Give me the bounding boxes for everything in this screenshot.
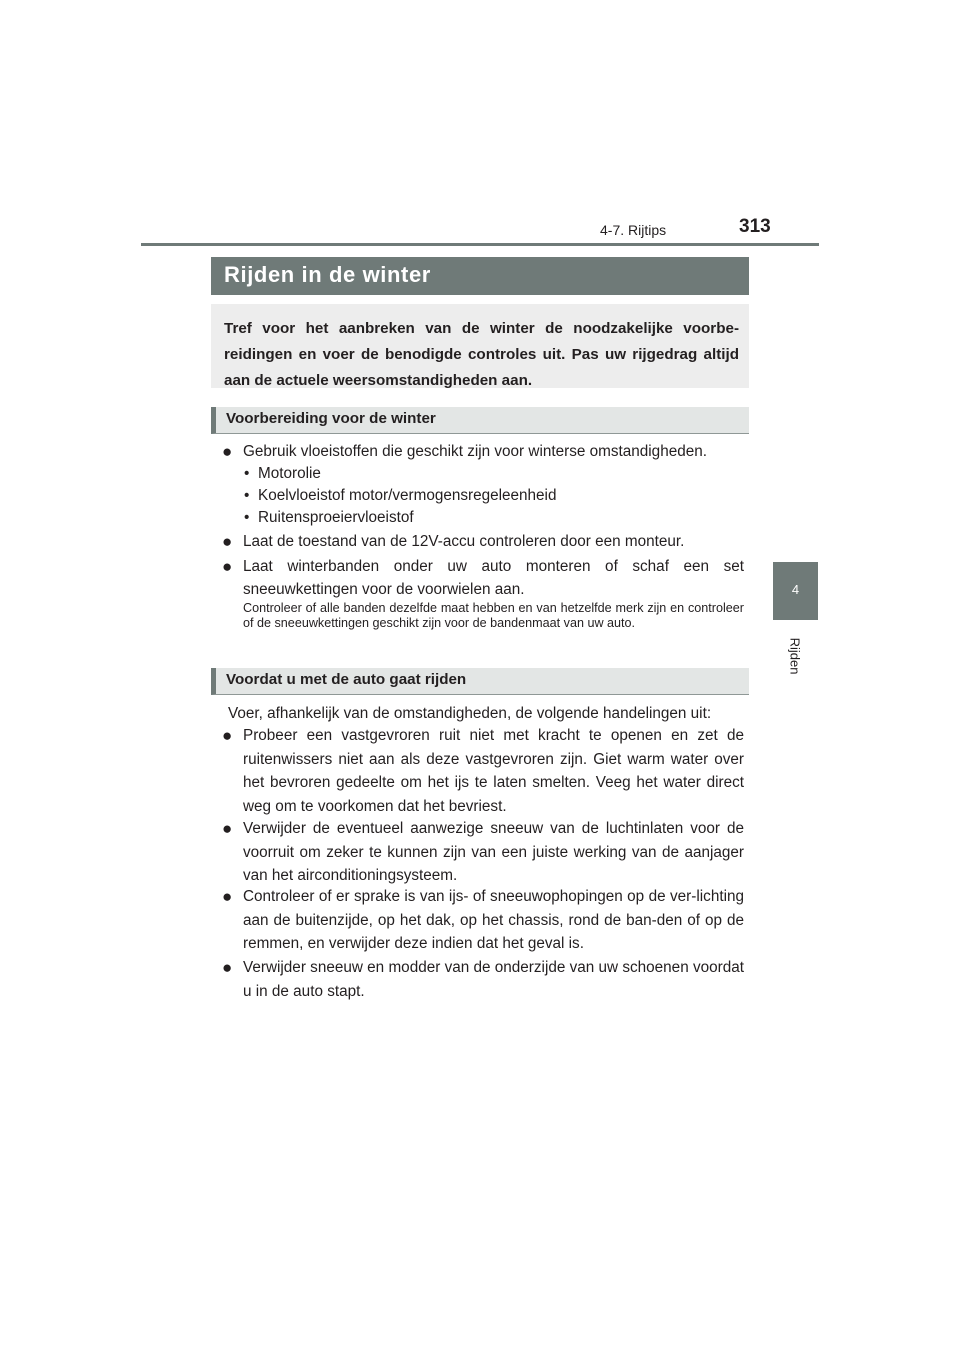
sub-item-motor-oil xyxy=(244,463,321,485)
sub-item-coolant xyxy=(244,485,556,507)
bullet-text: Laat de toestand van de 12V-accu controleren door een monteur. xyxy=(243,533,685,550)
bullet-text: Verwijder de eventueel aanwezige sneeuw van de luchtinlaten voor de voorruit om zeker te kunnen zijn van een juiste werking van de aanjager van het airconditioningsysteem. xyxy=(243,820,744,884)
sub-item-text: Motorolie xyxy=(258,465,321,482)
bullet-frozen-window xyxy=(222,724,744,818)
bullet-dot: ● xyxy=(222,442,233,461)
bullet-dot: ● xyxy=(222,726,233,745)
bullet-dot: ● xyxy=(222,557,233,576)
bullet-shoes xyxy=(222,956,744,1003)
chapter-side-label-text: Rijden xyxy=(787,637,803,675)
bullet-winter-tyres xyxy=(222,555,744,601)
bullet-battery xyxy=(222,530,744,553)
bullet-text: Laat winterbanden onder uw auto monteren of schaf een set sneeuwkettingen voor de voorwielen aan. xyxy=(243,558,744,598)
section-heading-before-driving: Voordat u met de auto gaat rijden xyxy=(211,668,749,695)
bullet-text: Probeer een vastgevroren ruit niet met kracht te openen en zet de ruitenwissers niet aan als deze vastgevroren zijn. Giet warm water over het bevroren gedeelte om het ijs te laten smelten. Veeg het water direct weg om te voorkomen dat het bevriest. xyxy=(243,727,744,815)
bullet-ice-buildup xyxy=(222,885,744,956)
intro-text: Tref voor het aanbreken van de winter de noodzakelijke voorbe-reidingen en voer de benodigde controles uit. Pas uw rijgedrag altijd aan de actuele weersomstandigheden aan. xyxy=(224,320,739,389)
sub-item-text: Koelvloeistof motor/vermogensregeleenheid xyxy=(258,487,557,504)
page-title: Rijden in de winter xyxy=(211,257,749,295)
chapter-tab: 4 xyxy=(773,562,818,620)
sub-item-mark: • xyxy=(244,465,250,482)
bullet-text: Gebruik vloeistoffen die geschikt zijn voor winterse omstandigheden. xyxy=(243,443,707,460)
sub-item-mark: • xyxy=(244,509,250,526)
sub-item-washer-fluid xyxy=(244,507,414,529)
section-lead-text: Voer, afhankelijk van de omstandigheden, de volgende handelingen uit: xyxy=(228,705,712,722)
bullet-dot: ● xyxy=(222,819,233,838)
bullet-dot: ● xyxy=(222,532,233,551)
chapter-side-label xyxy=(786,632,804,680)
header-section-label: 4-7. Rijtips xyxy=(600,222,667,238)
section-heading-winter-preparation: Voorbereiding voor de winter xyxy=(211,407,749,434)
page-number: 313 xyxy=(739,216,771,237)
bullet-text: Controleer of er sprake is van ijs- of sneeuwophopingen op de ver-lichting aan de buitenzijde, op het dak, op het chassis, rond de ban-den of op de remmen, en verwijder deze indien dat het geval is. xyxy=(243,888,744,952)
sub-item-text: Ruitensproeiervloeistof xyxy=(258,509,414,526)
sub-item-mark: • xyxy=(244,487,250,504)
bullet-fluids xyxy=(222,440,744,463)
header-rule xyxy=(141,243,819,246)
bullet-dot: ● xyxy=(222,887,233,906)
bullet-dot: ● xyxy=(222,958,233,977)
intro-box xyxy=(211,304,749,388)
bullet-air-intakes xyxy=(222,817,744,888)
bullet-text: Verwijder sneeuw en modder van de onderzijde van uw schoenen voordat u in de auto stapt. xyxy=(243,959,744,1000)
tyre-note: Controleer of alle banden dezelfde maat hebben en van hetzelfde merk zijn en controleer of de sneeuwkettingen geschikt zijn voor de bandenmaat van uw auto. xyxy=(243,601,744,630)
